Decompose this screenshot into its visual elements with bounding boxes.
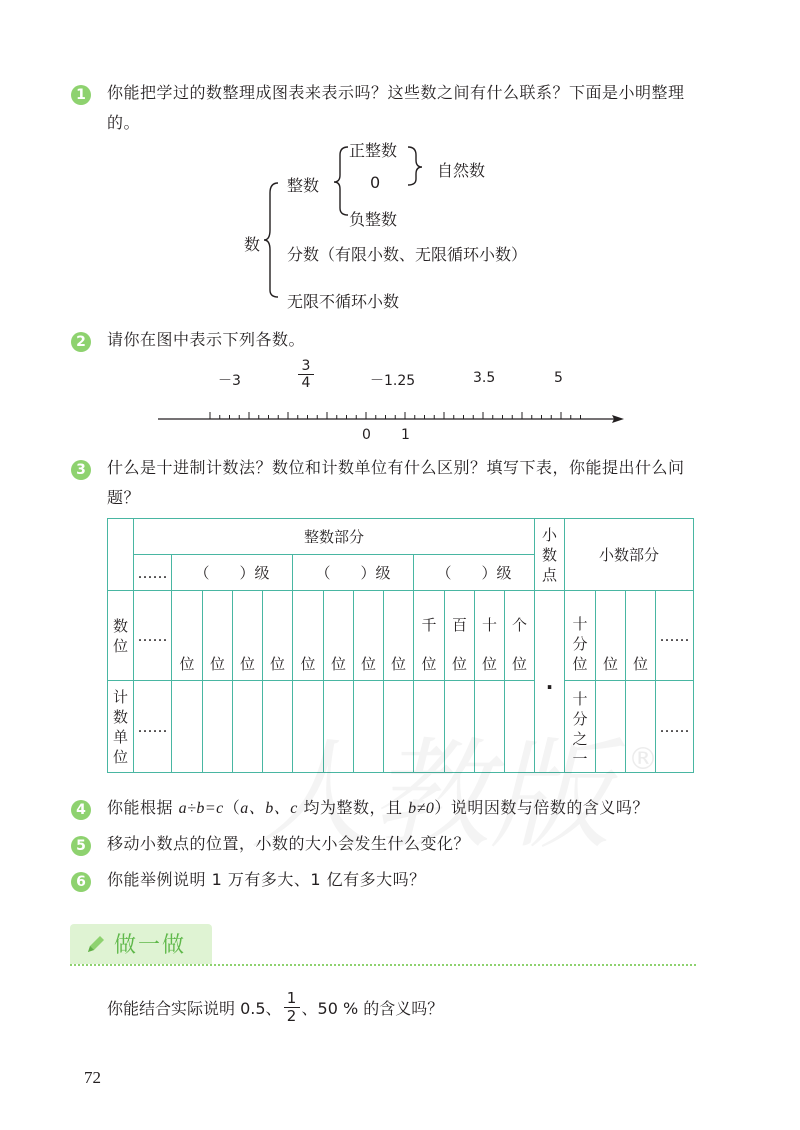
q4-vars: a、b、c — [240, 800, 298, 817]
page-number: 72 — [84, 1068, 101, 1087]
activity-frac-den: 2 — [286, 1007, 297, 1025]
digit-tenths — [565, 591, 596, 681]
table-corner — [108, 519, 134, 591]
unit-ellipsis: …… — [134, 681, 172, 773]
activity-divider — [70, 964, 696, 966]
q4-part-d: ）说明因数与倍数的含义吗？ — [434, 798, 649, 817]
wei-char: 位 — [421, 655, 437, 673]
pencil-icon — [84, 932, 108, 956]
decimal-point-label: 小数点 — [541, 525, 557, 584]
numberline-label-neg125: －1.25 — [370, 373, 416, 389]
diagram-natural-number: 自然数 — [437, 161, 486, 180]
numberline-label-3-5: 3.5 — [473, 370, 496, 386]
registered-mark: ® — [628, 742, 658, 777]
question-3-text: 什么是十进制计数法？数位和计数单位有什么区别？填写下表，你能提出什么问题？ — [107, 458, 685, 507]
numberline-tick-1: 1 — [401, 427, 410, 443]
tenth-unit-text: 十分之一 — [572, 690, 588, 768]
wei-char: 位 — [481, 655, 497, 673]
number-line — [150, 405, 630, 429]
numberline-tick-0: 0 — [362, 427, 371, 443]
digit-hundreds — [445, 591, 475, 681]
unit-decimal-ellipsis: …… — [656, 681, 694, 773]
activity-fraction — [284, 990, 300, 1025]
q4-part-c: 均为整数，且 — [297, 798, 409, 817]
diagram-fraction: 分数（有限小数、无限循环小数） — [287, 245, 528, 264]
digit-cell: 位 — [596, 591, 626, 681]
diagram-negative-integer: 负整数 — [349, 210, 398, 229]
level-blank-3: （ ）级 — [414, 555, 535, 591]
digit-thousands — [414, 591, 445, 681]
question-number-2: 2 — [71, 332, 91, 352]
question-number-5: 5 — [71, 836, 91, 856]
decimal-point-cell: . — [535, 591, 565, 773]
unit-cell — [203, 681, 233, 773]
qian-char: 千 — [421, 616, 437, 634]
wei-char: 位 — [511, 655, 527, 673]
activity-title: 做一做 — [114, 933, 187, 958]
digit-ellipsis: …… — [134, 591, 172, 681]
digit-cell: 位 — [293, 591, 324, 681]
q4-part-b: （ — [223, 798, 241, 817]
question-1-text: 你能把学过的数整理成图表来表示吗？这些数之间有什么联系？下面是小明整理的。 — [107, 83, 685, 132]
row-digit-text: 数位 — [112, 616, 128, 655]
row-label-unit — [108, 681, 134, 773]
question-4-text — [107, 793, 649, 824]
question-number-6: 6 — [71, 872, 91, 892]
digit-cell: 位 — [354, 591, 384, 681]
diagram-zero: 0 — [370, 173, 381, 192]
numberline-label-fraction — [298, 358, 314, 391]
digit-cell: 位 — [172, 591, 203, 681]
digit-decimal-ellipsis: …… — [656, 591, 694, 681]
header-integer-part: 整数部分 — [134, 519, 535, 555]
digit-cell: 位 — [324, 591, 354, 681]
digit-cell: 位 — [203, 591, 233, 681]
header-decimal-part: 小数部分 — [565, 519, 694, 591]
activity-text — [107, 990, 443, 1025]
digit-cell: 位 — [263, 591, 293, 681]
diagram-root: 数 — [244, 235, 261, 254]
digit-cell: 位 — [233, 591, 263, 681]
q4-condition: b≠0 — [408, 800, 435, 817]
q4-part-a: 你能根据 — [107, 798, 179, 817]
question-2-text: 请你在图中表示下列各数。 — [107, 330, 306, 349]
tenth-place-text: 十分位 — [572, 615, 588, 673]
diagram-positive-integer: 正整数 — [349, 141, 398, 160]
digit-cell: 位 — [384, 591, 414, 681]
ge-char: 个 — [511, 616, 527, 634]
digit-tens — [475, 591, 505, 681]
diagram-irrational: 无限不循环小数 — [287, 292, 400, 311]
question-number-3: 3 — [71, 460, 91, 480]
header-decimal-point — [535, 519, 565, 591]
level-blank-2: （ ）级 — [293, 555, 414, 591]
shi-char: 十 — [481, 616, 497, 634]
fraction-denominator: 4 — [301, 375, 311, 391]
level-ellipsis: …… — [134, 555, 172, 591]
digit-ones — [505, 591, 535, 681]
numberline-label-neg3: －3 — [218, 373, 241, 389]
wei-char: 位 — [451, 655, 467, 673]
q4-expression: a÷b=c — [178, 800, 224, 817]
row-unit-text: 计数单位 — [112, 687, 128, 766]
question-6-text: 你能举例说明 1 万有多大、1 亿有多大吗？ — [107, 870, 426, 889]
row-label-digit — [108, 591, 134, 681]
unit-cell — [172, 681, 203, 773]
activity-text-b: 、50 % 的含义吗？ — [301, 999, 444, 1018]
digit-cell: 位 — [626, 591, 656, 681]
question-number-4: 4 — [71, 800, 91, 820]
fraction-numerator: 3 — [301, 358, 311, 374]
numberline-label-5: 5 — [554, 370, 563, 386]
activity-frac-num: 1 — [286, 989, 297, 1007]
level-blank-1: （ ）级 — [172, 555, 293, 591]
bai-char: 百 — [451, 616, 467, 634]
diagram-integer: 整数 — [287, 176, 320, 195]
question-number-1: 1 — [71, 85, 91, 105]
question-5-text: 移动小数点的位置，小数的大小会发生什么变化？ — [107, 834, 471, 853]
activity-text-a: 你能结合实际说明 0.5、 — [107, 999, 282, 1018]
